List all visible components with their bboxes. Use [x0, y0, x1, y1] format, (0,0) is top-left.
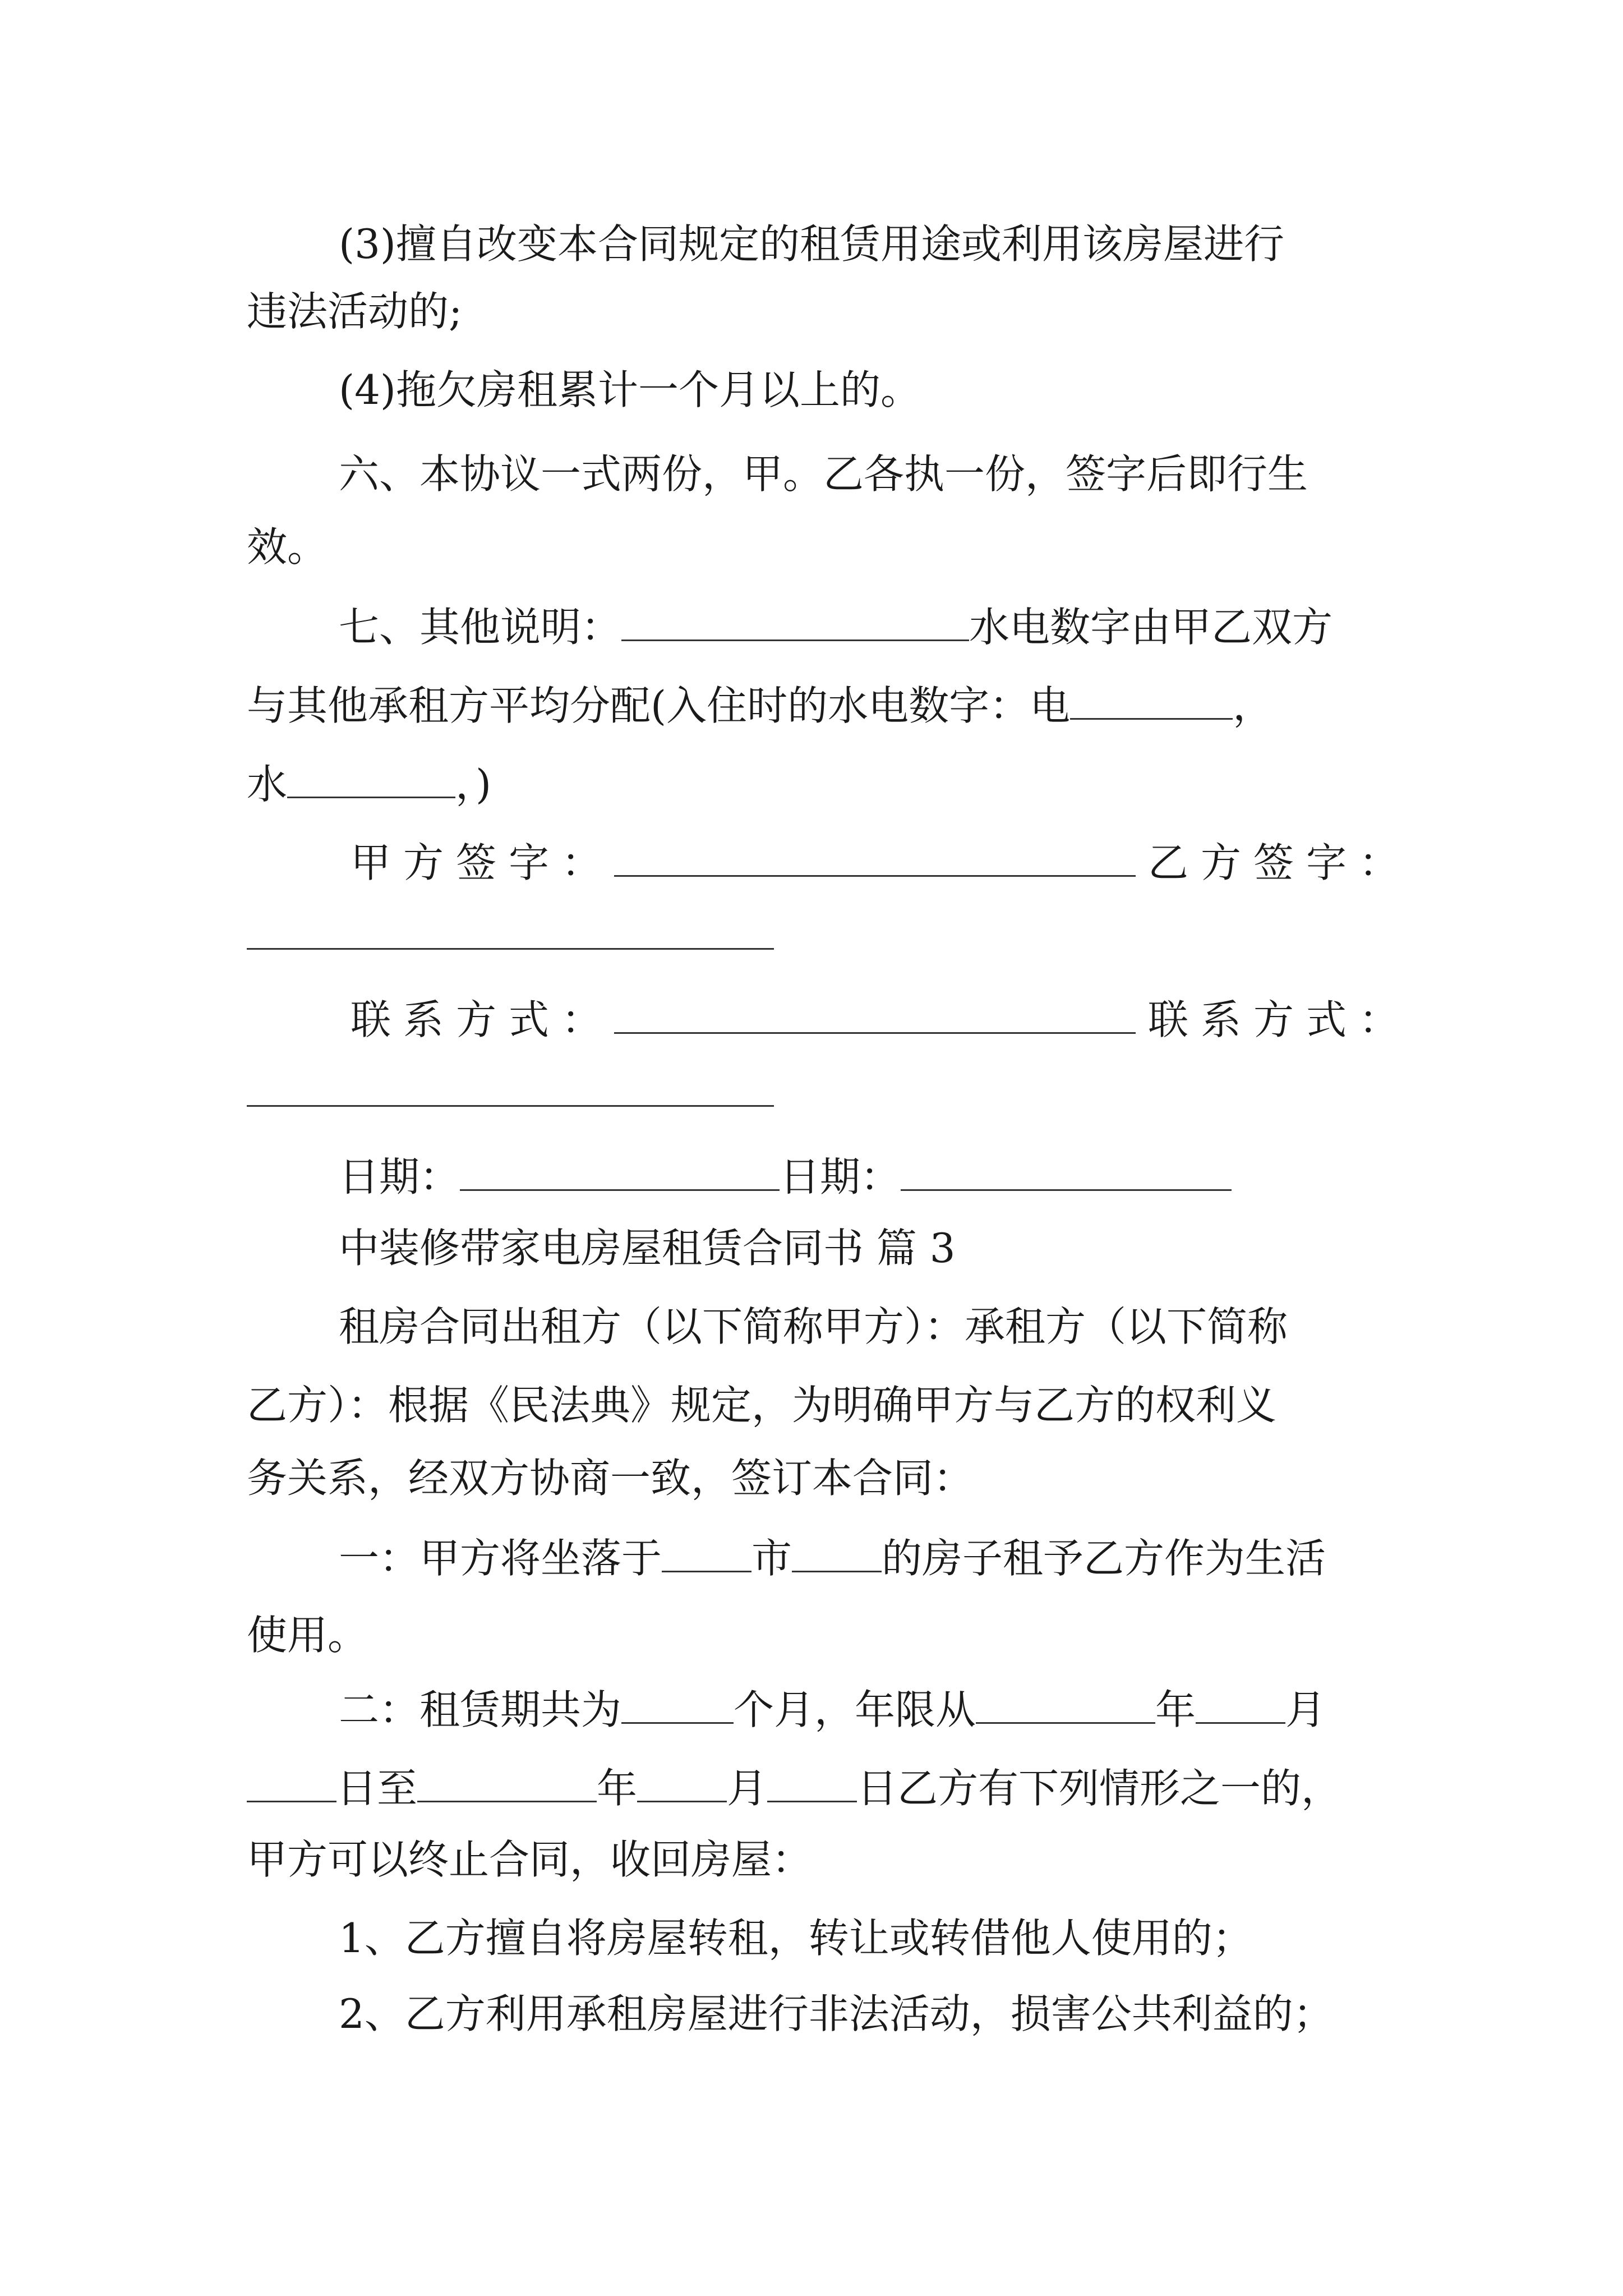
end-month-label: 月: [727, 1765, 768, 1812]
clause-3-continuation: 违法活动的;: [247, 288, 463, 335]
party-a-signature-label: 甲方签字：: [351, 839, 615, 886]
article-1-continuation: 使用。: [247, 1612, 368, 1659]
section-6-line-1: [339, 443, 1308, 505]
section-heading: [339, 1217, 956, 1279]
section-6-line-2: [247, 516, 328, 578]
contract-title-part-3: 中装修带家电房屋租赁合同书 篇 3: [339, 1225, 956, 1272]
article-2-text-3: 日乙方有下列情形之一的，: [857, 1765, 1342, 1812]
intro-text-3: 务关系，经双方协商一致，签订本合同：: [247, 1455, 974, 1502]
start-day-blank[interactable]: [247, 1756, 336, 1802]
section-7-line-2: [247, 673, 1273, 735]
end-year-blank[interactable]: [417, 1756, 597, 1802]
article-2-line-3: [247, 1829, 812, 1890]
closing-paren: ，): [455, 761, 492, 808]
article-2-line-2: [247, 1756, 1341, 1818]
article-1-line-2: [247, 1604, 368, 1666]
city-label: 市: [751, 1535, 792, 1582]
item-1-text: 1、乙方擅自将房屋转租，转让或转借他人使用的；: [339, 1915, 1253, 1962]
party-a-date-label: 日期：: [339, 1153, 460, 1200]
city-blank[interactable]: [662, 1526, 751, 1572]
location-blank[interactable]: [792, 1526, 882, 1572]
months-blank[interactable]: [621, 1677, 734, 1724]
other-notes-blank[interactable]: [621, 595, 969, 641]
party-b-date-label: 日期：: [780, 1153, 901, 1200]
party-a-signature-blank[interactable]: [614, 830, 1136, 877]
party-b-contact-label: 联系方式：: [1148, 996, 1412, 1043]
clause-3-text: (3)擅自改变本合同规定的租赁用途或利用该房屋进行: [339, 220, 1284, 268]
month-label: 月: [1285, 1686, 1326, 1733]
to-label: 日至: [336, 1765, 418, 1812]
end-month-blank[interactable]: [637, 1756, 727, 1802]
clause-4-line: [339, 359, 921, 421]
signature-row: [351, 830, 1412, 892]
end-day-blank[interactable]: [767, 1756, 857, 1802]
article-1-text: 一：甲方将坐落于: [339, 1535, 662, 1582]
water-label: 水: [247, 761, 288, 808]
article-2-continuation: 甲方可以终止合同，收回房屋：: [247, 1836, 813, 1883]
section-7-text: 水电数字由甲乙双方: [969, 604, 1333, 651]
section-6-continuation: 效。: [247, 523, 328, 570]
section-7-label: 七、其他说明：: [339, 604, 622, 651]
end-year-label: 年: [597, 1765, 638, 1812]
item-2-text: 2、乙方利用承租房屋进行非法活动，损害公共利益的；: [339, 1990, 1334, 2037]
section-6-text: 六、本协议一式两份，甲。乙各执一份，签字后即行生: [339, 450, 1308, 498]
article-2-line-1: [339, 1677, 1326, 1739]
article-1-text-2: 的房子租予乙方作为生活: [882, 1535, 1326, 1582]
intro-text-2: 乙方）：根据《民法典》规定，为明确甲方与乙方的权利义: [247, 1382, 1277, 1429]
intro-text-1: 租房合同出租方（以下简称甲方）：承租方（以下简称: [339, 1303, 1288, 1350]
start-month-blank[interactable]: [1196, 1677, 1285, 1724]
article-2-text: 二：租赁期共为: [339, 1686, 622, 1733]
date-row: [339, 1144, 1232, 1206]
contact-row: [351, 987, 1412, 1049]
article-2-text-2: 个月，年限从: [734, 1686, 976, 1733]
clause-3-line-2: [247, 280, 462, 342]
party-b-signature-label: 乙方签字：: [1148, 839, 1412, 886]
party-b-date-blank[interactable]: [901, 1144, 1232, 1191]
clause-4-text: (4)拖欠房租累计一个月以上的。: [339, 366, 921, 413]
intro-line-2: [247, 1374, 1276, 1436]
year-label: 年: [1155, 1686, 1196, 1733]
party-a-date-blank[interactable]: [460, 1144, 780, 1191]
item-1-line: [339, 1907, 1253, 1969]
electricity-blank[interactable]: [1070, 673, 1233, 720]
intro-line-3: [247, 1447, 974, 1509]
section-7-line-3: [247, 752, 491, 813]
party-a-contact-label: 联系方式：: [351, 996, 615, 1043]
comma: ，: [1233, 682, 1274, 729]
section-7-text-2: 与其他承租方平均分配(入住时的水电数字：电: [247, 682, 1071, 729]
water-blank[interactable]: [287, 752, 455, 798]
party-b-contact-blank[interactable]: [247, 1105, 774, 1107]
article-1-line-1: [339, 1526, 1326, 1588]
start-year-blank[interactable]: [976, 1677, 1155, 1724]
clause-3-line-1: [339, 213, 1284, 275]
item-2-line: [339, 1983, 1334, 2045]
party-a-contact-blank[interactable]: [614, 987, 1136, 1034]
intro-line-1: [339, 1296, 1288, 1358]
party-b-signature-blank[interactable]: [247, 948, 774, 950]
section-7-line-1: [339, 595, 1332, 656]
